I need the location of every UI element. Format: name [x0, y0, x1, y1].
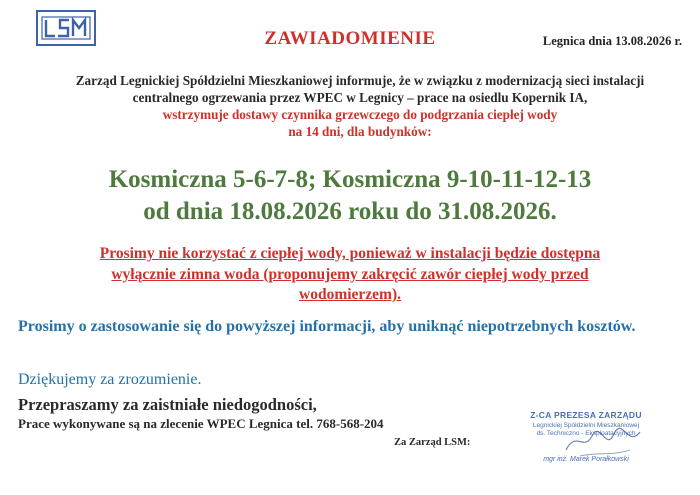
stamp-org: Legnickiej Spółdzielni Mieszkaniowej [532, 422, 640, 429]
board-signoff: Za Zarząd LSM: [394, 437, 471, 448]
intro-line-highlight: wstrzymuje dostawy czynnika grzewczego do podgrzania ciepłej wody [162, 107, 558, 122]
intro-line: Zarząd Legnickiej Spółdzielni Mieszkaniowej informuje, że w związku z modernizacją sieci instalacji [75, 73, 645, 88]
stamp-name: mgr inż. Marek Porałkowski [543, 456, 629, 463]
warning-paragraph [18, 244, 682, 306]
notice-title: ZAWIADOMIENIE [264, 28, 436, 49]
contractor-text: Prace wykonywane są na zlecenie WPEC Legnica tel. 768-568-204 [18, 416, 384, 431]
buildings-block [0, 164, 700, 228]
warning-line: Prosimy nie korzystać z ciepłej wody, ponieważ w instalacji będzie dostępna [99, 245, 601, 262]
outage-period: od dnia 18.08.2026 roku do 31.08.2026. [143, 198, 557, 225]
handwritten-signature [556, 422, 646, 462]
building-addresses: Kosmiczna 5-6-7-8; Kosmiczna 9-10-11-12-13 [108, 166, 592, 193]
intro-line-highlight: na 14 dni, dla budynków: [288, 124, 432, 139]
stamp-title: Z-CA PREZESA ZARZĄDU [530, 410, 642, 420]
warning-line: wyłącznie zimna woda (proponujemy zakręcić zawór ciepłej wody przed [111, 265, 589, 283]
warning-line: wodomierzem). [299, 286, 401, 303]
request-paragraph: Prosimy o zastosowanie się do powyższej informacji, aby uniknąć niepotrzebnych kosztów. [18, 318, 636, 335]
intro-line: centralnego ogrzewania przez WPEC w Legnicy – prace na osiedlu Kopernik IA, [132, 90, 588, 105]
notice-date: Legnica dnia 13.08.2026 r. [542, 34, 682, 48]
apology-text: Przepraszamy za zaistniałe niedogodności, [18, 395, 317, 414]
stamp-department: ds. Techniczno - Eksploatacyjnych [536, 430, 636, 437]
thanks-text: Dziękujemy za zrozumienie. [18, 371, 202, 388]
intro-paragraph [40, 72, 680, 140]
